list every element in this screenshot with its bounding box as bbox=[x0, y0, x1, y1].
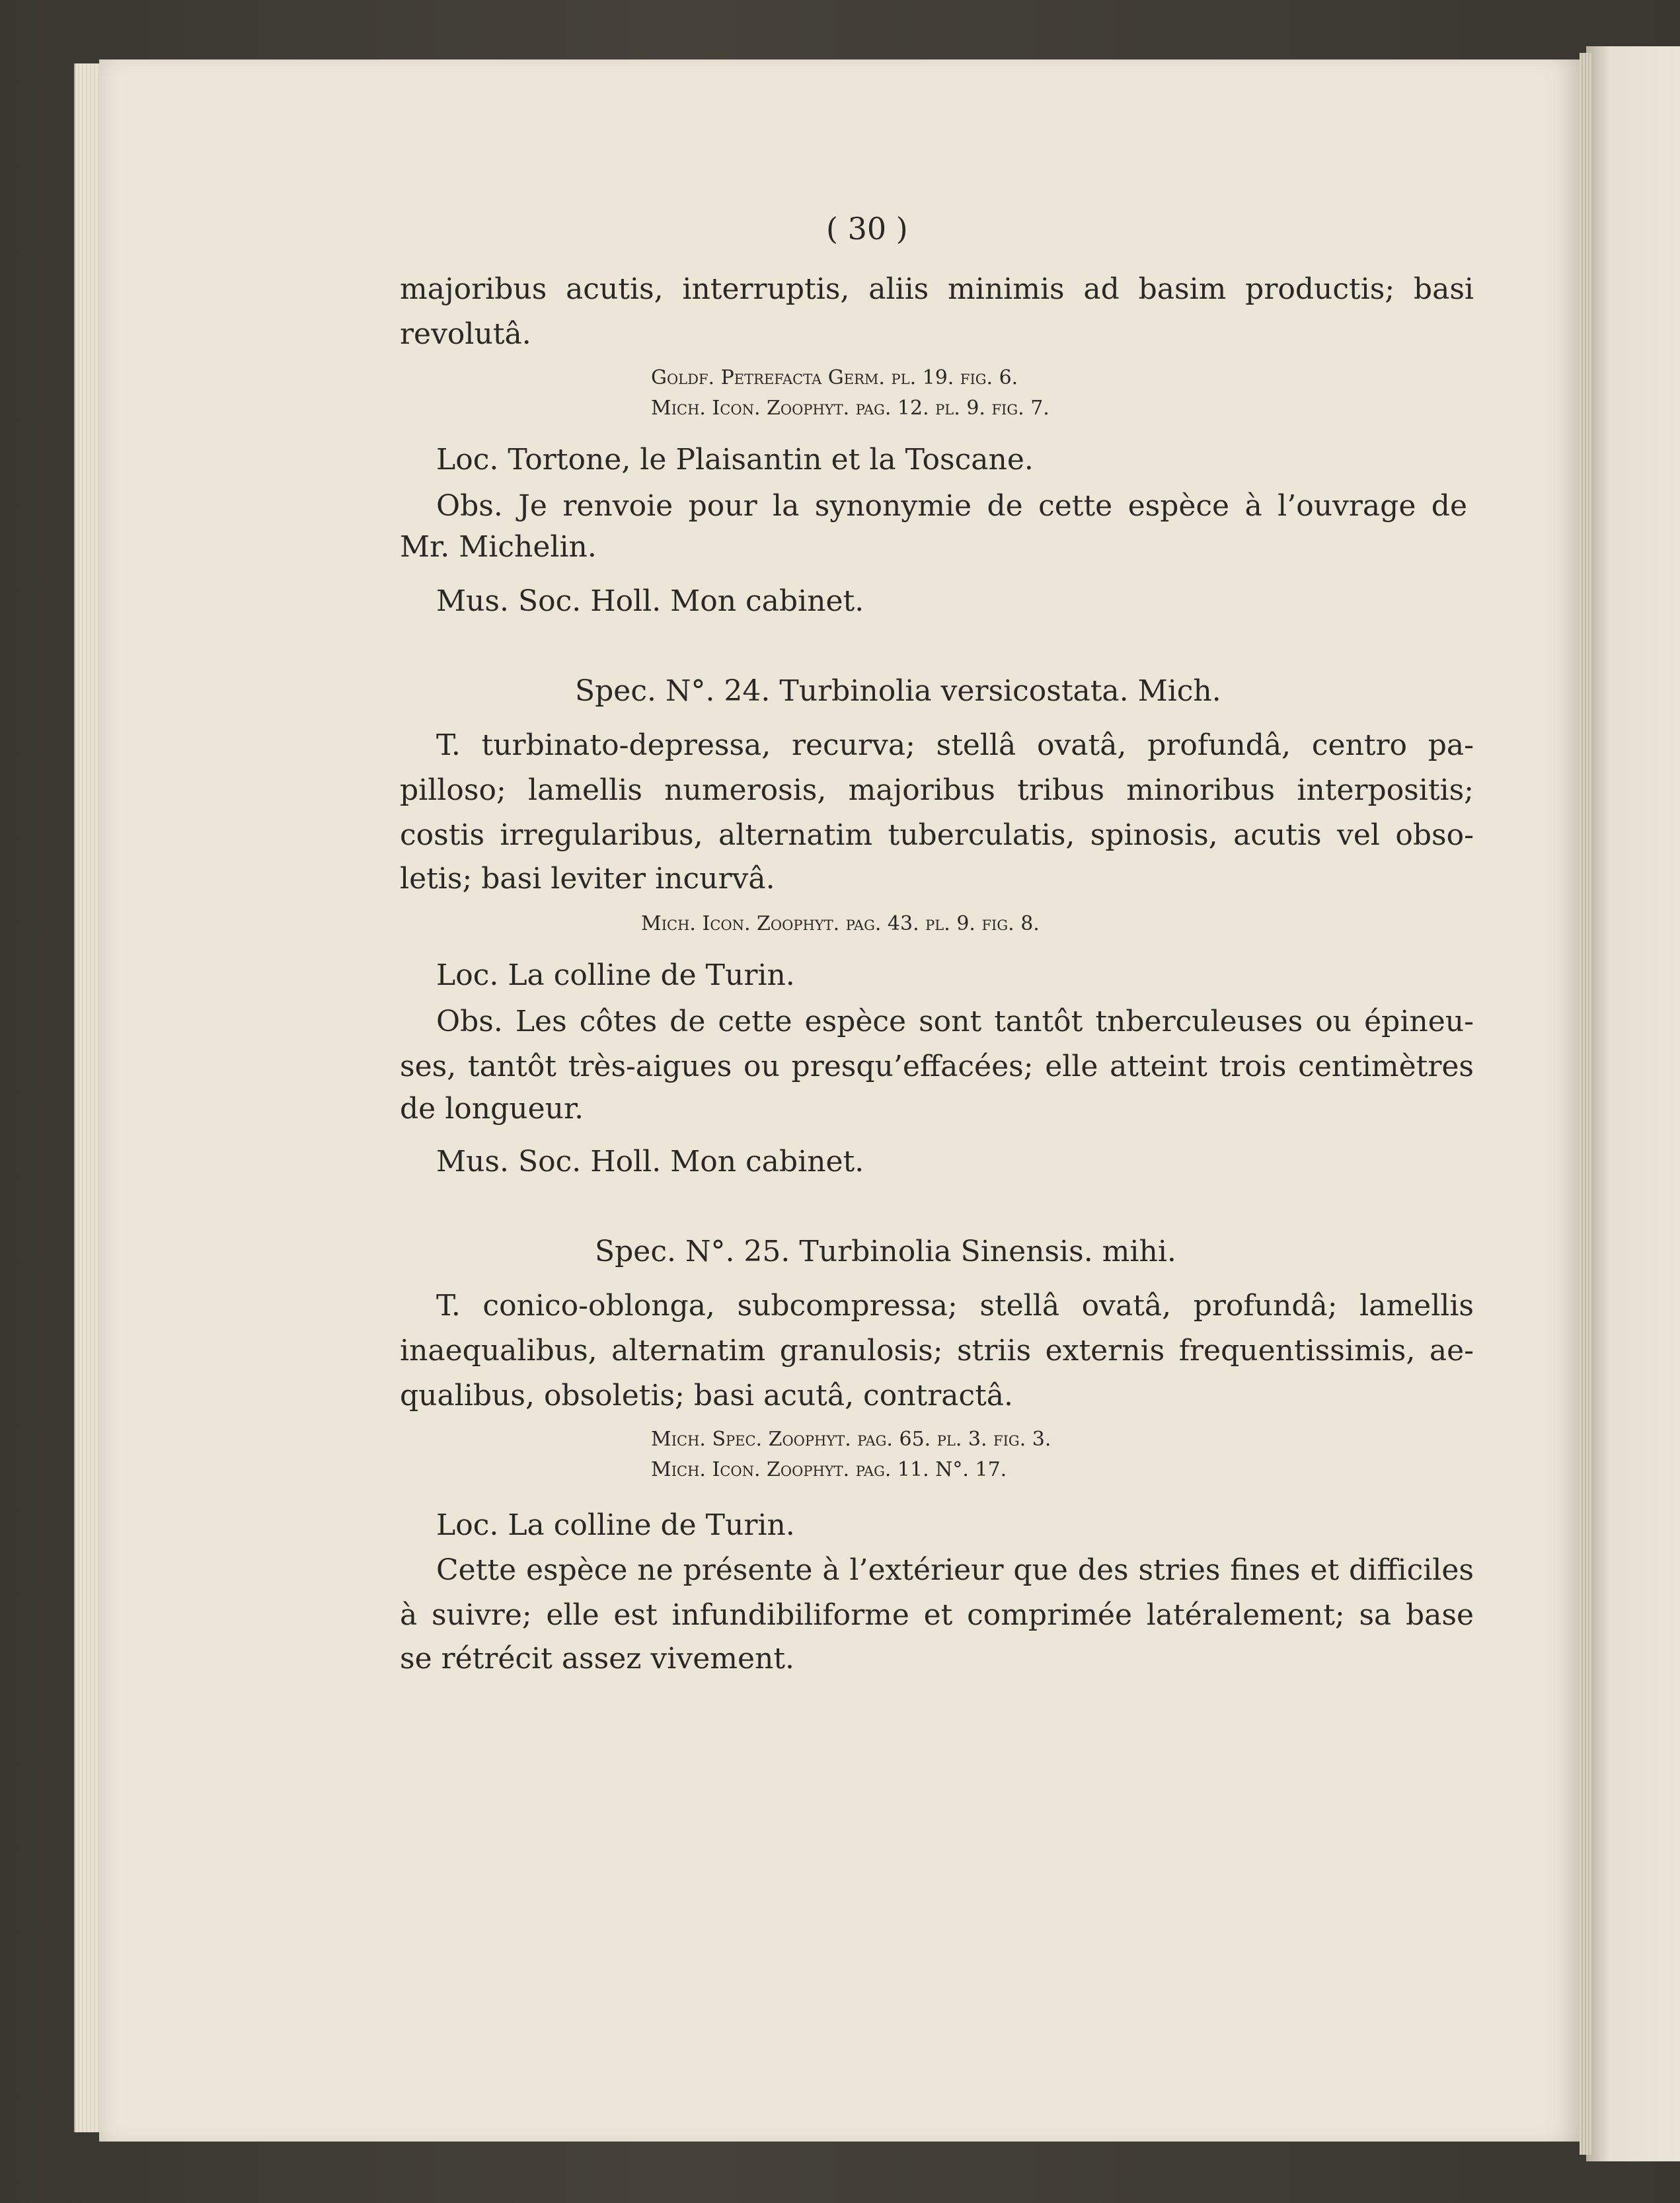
text-line: pilloso; lamellis numerosis, majoribus tribus minoribus interpositis; bbox=[400, 773, 1474, 807]
text-line: costis irregularibus, alternatim tuberculatis, spinosis, acutis vel obso- bbox=[400, 818, 1474, 852]
page-leaves-left bbox=[74, 63, 102, 2132]
text-line: se rétrécit assez vivement. bbox=[400, 1642, 795, 1676]
facing-page-leaves bbox=[1580, 53, 1593, 2155]
species-heading: Spec. N°. 25. Turbinolia Sinensis. mihi. bbox=[595, 1235, 1176, 1268]
page-number: ( 30 ) bbox=[826, 211, 908, 247]
text-line: Obs. Je renvoie pour la synonymie de cette espèce à l’ouvrage de bbox=[436, 489, 1467, 523]
text-line: letis; basi leviter incurvâ. bbox=[400, 862, 775, 896]
citation-line: Mich. Spec. Zoophyt. pag. 65. pl. 3. fig. 3. bbox=[651, 1428, 1051, 1451]
citation-line: Goldf. Petrefacta Germ. pl. 19. fig. 6. bbox=[651, 366, 1018, 389]
text-line: Mr. Michelin. bbox=[400, 530, 597, 564]
text-line: inaequalibus, alternatim granulosis; striis externis frequentissimis, ae- bbox=[400, 1334, 1474, 1368]
text-line: qualibus, obsoletis; basi acutâ, contractâ. bbox=[400, 1379, 1014, 1412]
locality-line: Loc. La colline de Turin. bbox=[436, 958, 795, 992]
text-line: majoribus acutis, interruptis, aliis minimis ad basim productis; basi bbox=[400, 272, 1474, 306]
text-line: Obs. Les côtes de cette espèce sont tantôt tnberculeuses ou épineu- bbox=[436, 1005, 1474, 1038]
text-line: Cette espèce ne présente à l’extérieur que des stries fines et difficiles bbox=[436, 1553, 1474, 1587]
text-line: T. turbinato-depressa, recurva; stellâ ovatâ, profundâ, centro pa- bbox=[436, 728, 1474, 762]
text-line: ses, tantôt très-aigues ou presqu’effacées; elle atteint trois centimètres bbox=[400, 1050, 1474, 1083]
locality-line: Loc. Tortone, le Plaisantin et la Toscane. bbox=[436, 443, 1034, 477]
text-line: de longueur. bbox=[400, 1092, 584, 1126]
text-line: à suivre; elle est infundibiliforme et comprimée latéralement; sa base bbox=[400, 1598, 1474, 1632]
facing-page-edge bbox=[1586, 46, 1680, 2161]
museum-line: Mus. Soc. Holl. Mon cabinet. bbox=[436, 584, 864, 618]
text-line: revolutâ. bbox=[400, 317, 531, 351]
species-heading: Spec. N°. 24. Turbinolia versicostata. Mich. bbox=[575, 674, 1221, 708]
museum-line: Mus. Soc. Holl. Mon cabinet. bbox=[436, 1145, 864, 1179]
text-line: T. conico-oblonga, subcompressa; stellâ ovatâ, profundâ; lamellis bbox=[436, 1289, 1474, 1323]
citation-line: Mich. Icon. Zoophyt. pag. 12. pl. 9. fig. 7. bbox=[651, 397, 1050, 420]
locality-line: Loc. La colline de Turin. bbox=[436, 1508, 795, 1542]
citation-line: Mich. Icon. Zoophyt. pag. 43. pl. 9. fig. 8. bbox=[641, 912, 1040, 935]
page-text bbox=[99, 59, 1580, 2142]
citation-line: Mich. Icon. Zoophyt. pag. 11. N°. 17. bbox=[651, 1458, 1007, 1481]
